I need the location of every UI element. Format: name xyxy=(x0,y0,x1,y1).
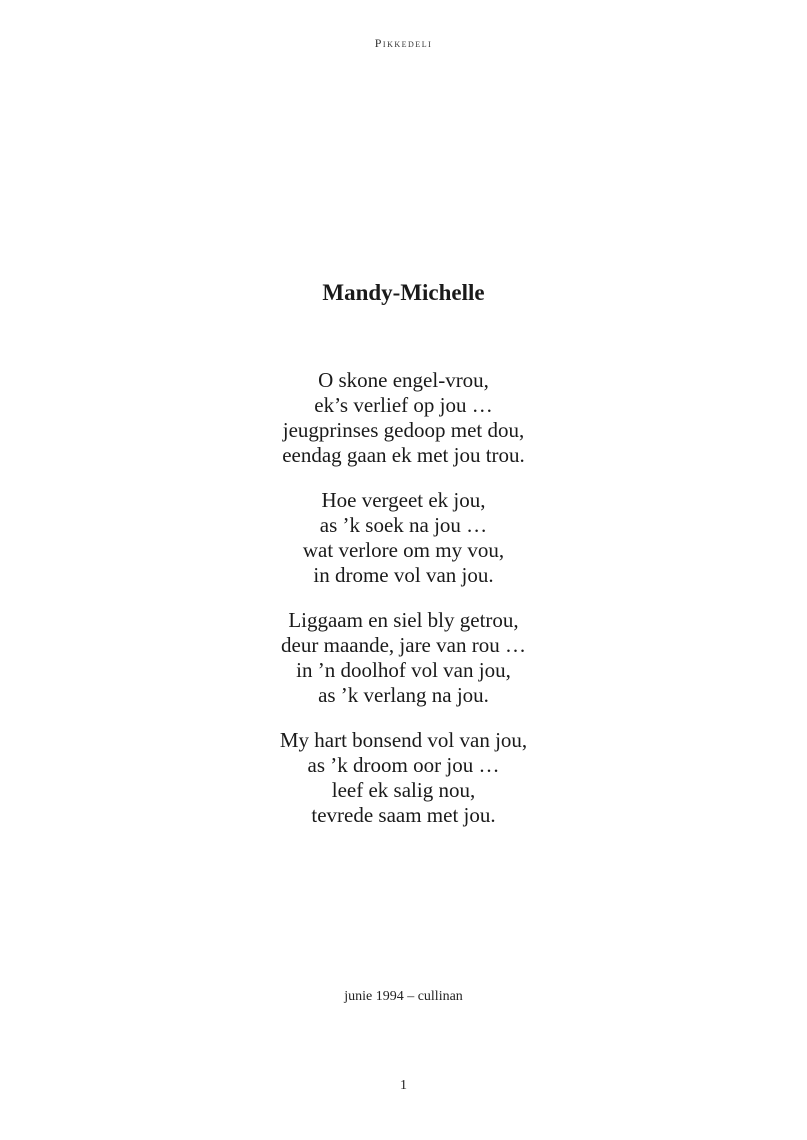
poem-line: leef ek salig nou, xyxy=(331,778,476,802)
poem-body xyxy=(0,368,807,848)
running-head: Pikkedeli xyxy=(374,36,433,50)
poem-line: as ’k droom oor jou … xyxy=(307,753,500,777)
poem-line: Hoe vergeet ek jou, xyxy=(321,488,486,512)
page-number: 1 xyxy=(400,1078,407,1093)
poem-line: in drome vol van jou. xyxy=(313,563,494,587)
stanza xyxy=(0,728,807,828)
poem-line: My hart bonsend vol van jou, xyxy=(279,728,528,752)
stanza xyxy=(0,608,807,708)
stanza xyxy=(0,368,807,468)
stanza xyxy=(0,488,807,588)
poem-line: Liggaam en siel bly getrou, xyxy=(288,608,519,632)
poem-line: eendag gaan ek met jou trou. xyxy=(282,443,525,467)
poem-line: jeugprinses gedoop met dou, xyxy=(282,418,525,442)
poem-line: wat verlore om my vou, xyxy=(302,538,505,562)
poem-line: ek’s verlief op jou … xyxy=(314,393,493,417)
poem-line: deur maande, jare van rou … xyxy=(281,633,526,657)
dateline: junie 1994 – cullinan xyxy=(344,989,463,1004)
poem-line: O skone engel-vrou, xyxy=(318,368,489,392)
poem-line: as ’k verlang na jou. xyxy=(318,683,489,707)
poem-line: in ’n doolhof vol van jou, xyxy=(296,658,511,682)
poem-title: Mandy-Michelle xyxy=(322,280,485,305)
poem-line: as ’k soek na jou … xyxy=(319,513,488,537)
poem-line: tevrede saam met jou. xyxy=(311,803,496,827)
